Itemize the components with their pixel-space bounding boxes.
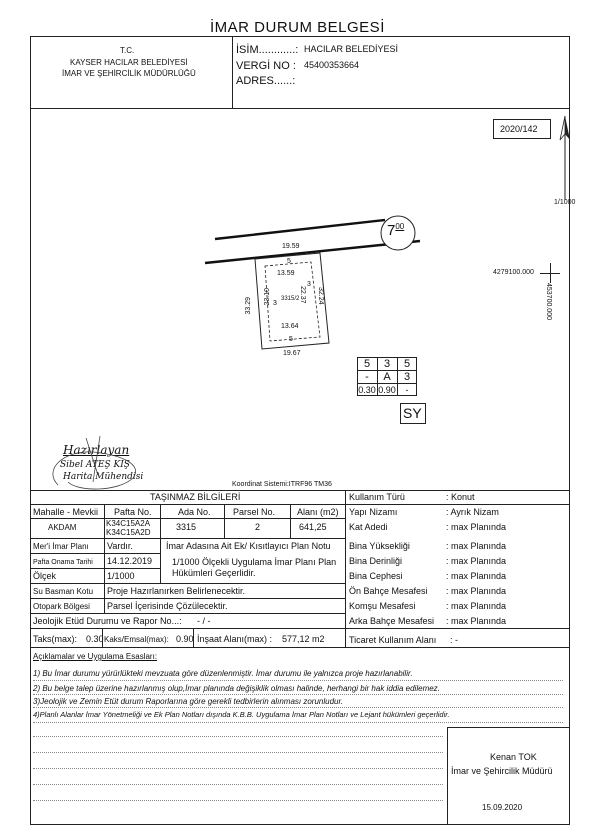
north-coord: 4279100.000 [493,269,534,276]
note-line [33,722,563,723]
zone-code: SY [403,405,422,421]
su-label: Su Basman Kotu [33,587,94,596]
usage-value-3: : max Planında [446,541,507,551]
row-line [30,518,345,519]
usage-value-7: : max Planında [446,601,507,611]
row-line [30,647,570,648]
road-width-sup: 00 [395,222,405,231]
alan-value: 641,25 [299,522,327,532]
ref-no: 2020/142 [500,124,538,134]
authority-line1: T.C. [120,46,135,55]
dim-bottom-setback: 5 [289,336,293,343]
dim-road: 19.59 [282,243,300,250]
signature-title: İmar ve Şehircilik Müdürü [451,766,553,776]
notes-title: Açıklamalar ve Uygulama Esasları: [33,652,158,661]
col-alan: Alanı (m2) [297,507,339,517]
mahalle-value: AKDAM [48,523,77,532]
legend-cell: 3 [403,371,411,383]
pafta-value-1: K34C15A2A [106,519,151,528]
dim-bottom-outer: 19.67 [283,350,301,357]
preparer-name: Sibel ATEŞ KIŞ [60,460,130,470]
parcel-id: 3315/2 [281,296,300,302]
vergi-value: 45400353664 [304,60,360,70]
authority-line2: KAYSER HACILAR BELEDİYESİ [70,58,188,67]
usage-label-6: Ön Bahçe Mesafesi [349,586,428,596]
olcek-label: Ölçek [33,571,57,581]
note-line [33,680,563,681]
legend-cell: - [405,385,409,395]
dim-right-inner: 22.37 [299,286,306,304]
legend-cell: 0.30 [358,385,376,395]
table-mid-vline [345,490,346,647]
usage-value-1: : Ayrık Nizam [446,507,499,517]
usage-label-4: Bina Derinliği [349,556,403,566]
insaat-label: İnşaat Alanı(max) : [197,634,273,644]
legend-cell: - [365,371,369,383]
row-line [30,504,345,505]
east-coord: 453700.000 [545,283,552,320]
road-width-main: 7 [387,222,396,239]
col-line [160,504,161,538]
authority-line3: İMAR VE ŞEHİRCİLİK MÜDÜRLÜĞÜ [62,69,196,78]
otopark-label: Otopark Bölgesi [33,602,90,611]
document-title: İMAR DURUM BELGESİ [210,19,385,36]
usage-label-3: Bina Yüksekliği [349,541,410,551]
mer-note: İmar Adasına Ait Ek/ Kısıtlayıcı Plan Notu [166,541,331,551]
table-top [30,490,570,491]
row-line [30,598,345,599]
usage-label-7: Komşu Mesafesi [349,601,416,611]
jeoloji-value: - / - [197,616,211,626]
dim-right-setback: 3 [307,281,311,288]
taks-value: 0.30 [86,634,104,644]
ticaret-label: Ticaret Kullanım Alanı [349,635,437,645]
dim-left-outer: 33.29 [245,297,252,315]
insaat-value: 577,12 m2 [282,634,325,644]
col-line [160,553,161,583]
col-parsel: Parsel No. [233,507,276,517]
note-item-1: 1) Bu İmar durumu yürürlükteki mevzuata göre düzenlenmiştir. İmar durumu ile yalnızca proje hazırlanabilir. [33,669,413,678]
signature-date: 15.09.2020 [482,803,523,812]
plan-note-text: 1/1000 Ölçekli Uygulama İmar Planı Plan Hükümleri Geçerlidir. [172,557,337,578]
dim-top-setback: 5 [287,258,291,265]
otopark-value: Parsel İçerisinde Çözülecektir. [107,601,228,611]
kaks-value: 0.90 [176,634,194,644]
usage-value-5: : max Planında [446,571,507,581]
col-line [104,504,105,538]
pafta-onama-label: Pafta Onama Tarihi [33,559,93,566]
legend-cell: A [383,371,391,383]
legend-cell: 0.90 [378,385,396,395]
jeoloji-label: Jeolojik Etüd Durumu ve Rapor No...: [33,616,182,626]
ticaret-value: : - [450,635,458,645]
col-ada: Ada No. [178,507,211,517]
row-line [30,583,345,584]
signature-vline [447,727,448,825]
note-line [33,800,443,801]
usage-value-6: : max Planında [446,586,507,596]
legend-cell: 5 [403,358,411,370]
vergi-label: VERGİ NO : [236,60,296,72]
note-item-2: 2) Bu belge talep üzerine hazırlanmış olup,İmar planında değişiklik olması halinde, herhangi bir hak iddia edilemez. [33,684,440,693]
legend-cell: 3 [383,358,391,370]
usage-value-4: : max Planında [446,556,507,566]
signature-name: Kenan TOK [490,752,537,762]
usage-label-5: Bina Cephesi [349,571,403,581]
row-line [30,628,570,629]
su-value: Proje Hazırlanırken Belirlenecektir. [107,586,246,596]
dim-inner-bottom: 13.64 [281,323,299,330]
note-line [33,784,443,785]
usage-label-8: Arka Bahçe Mesafesi [349,616,435,626]
row-line [30,538,345,539]
preparer-role: Harita Mühendisi [63,472,144,482]
col-pafta: Pafta No. [114,507,152,517]
kullanim-value: : Konut [446,492,475,502]
ada-value: 3315 [176,522,197,532]
plan-note [172,557,337,579]
road-width-label [387,223,404,238]
note-line [33,694,563,695]
property-section-title: TAŞINMAZ BİLGİLERİ [150,492,241,502]
isim-value: HACILAR BELEDİYESİ [304,44,399,54]
dim-left-inner: 23.10 [264,288,271,306]
kullanim-label: Kullanım Türü [349,492,405,502]
parsel-value: 2 [255,522,261,532]
col-line [102,628,103,647]
usage-label-1: Yapı Nizamı [349,507,398,517]
row-line [345,504,570,505]
signature-top-line [447,727,570,728]
note-item-3: 3)Jeolojik ve Zemin Etüt durum Raporlarına göre gerekli tedbirlerin alınması zorunludur. [33,697,344,706]
legend-cell: 5 [363,358,371,370]
isim-label: İSİM............: [236,44,299,56]
pafta-onama-value: 14.12.2019 [107,556,153,566]
adres-label: ADRES......: [236,75,296,87]
col-line [290,504,291,538]
col-line [224,504,225,538]
dim-left-setback: 3 [273,300,277,307]
usage-value-8: : max Planında [446,616,507,626]
dim-inner-top: 13.59 [277,270,295,277]
kaks-label: Kaks/Emsal(max): [104,635,169,644]
usage-label-2: Kat Adedi [349,522,388,532]
preparer-title: Hazırlayan [63,443,130,457]
col-line [193,628,194,647]
note-line [33,707,563,708]
dim-right-outer: 32.24 [317,287,324,305]
col-line [104,598,105,613]
note-line [33,752,443,753]
col-line [160,538,161,553]
mer-value: Vardır. [107,541,133,551]
note-line [33,768,443,769]
row-line [30,568,160,569]
col-mahalle: Mahalle - Mevkii [33,507,99,517]
row-line [30,613,345,614]
usage-value-2: : max Planında [446,522,507,532]
coordinate-system: Koordinat Sistemi:ITRF96 TM36 [232,481,332,488]
note-item-4: 4)Planlı Alanlar İmar Yönetmeliği ve Ek Plan Notları dışında K.B.B. Uygulama İmar Plan Notları ve Lejant hükümleri geçerlidir. [33,710,450,719]
pafta-value-2: K34C15A2D [106,528,151,537]
legend-row-divider [357,383,417,384]
plan-scale: 1/1000 [554,199,576,206]
taks-label: Taks(max): [33,634,78,644]
row-line [30,553,160,554]
note-line [33,736,443,737]
olcek-value: 1/1000 [107,571,135,581]
mer-label: Mer'i İmar Planı [33,542,89,551]
